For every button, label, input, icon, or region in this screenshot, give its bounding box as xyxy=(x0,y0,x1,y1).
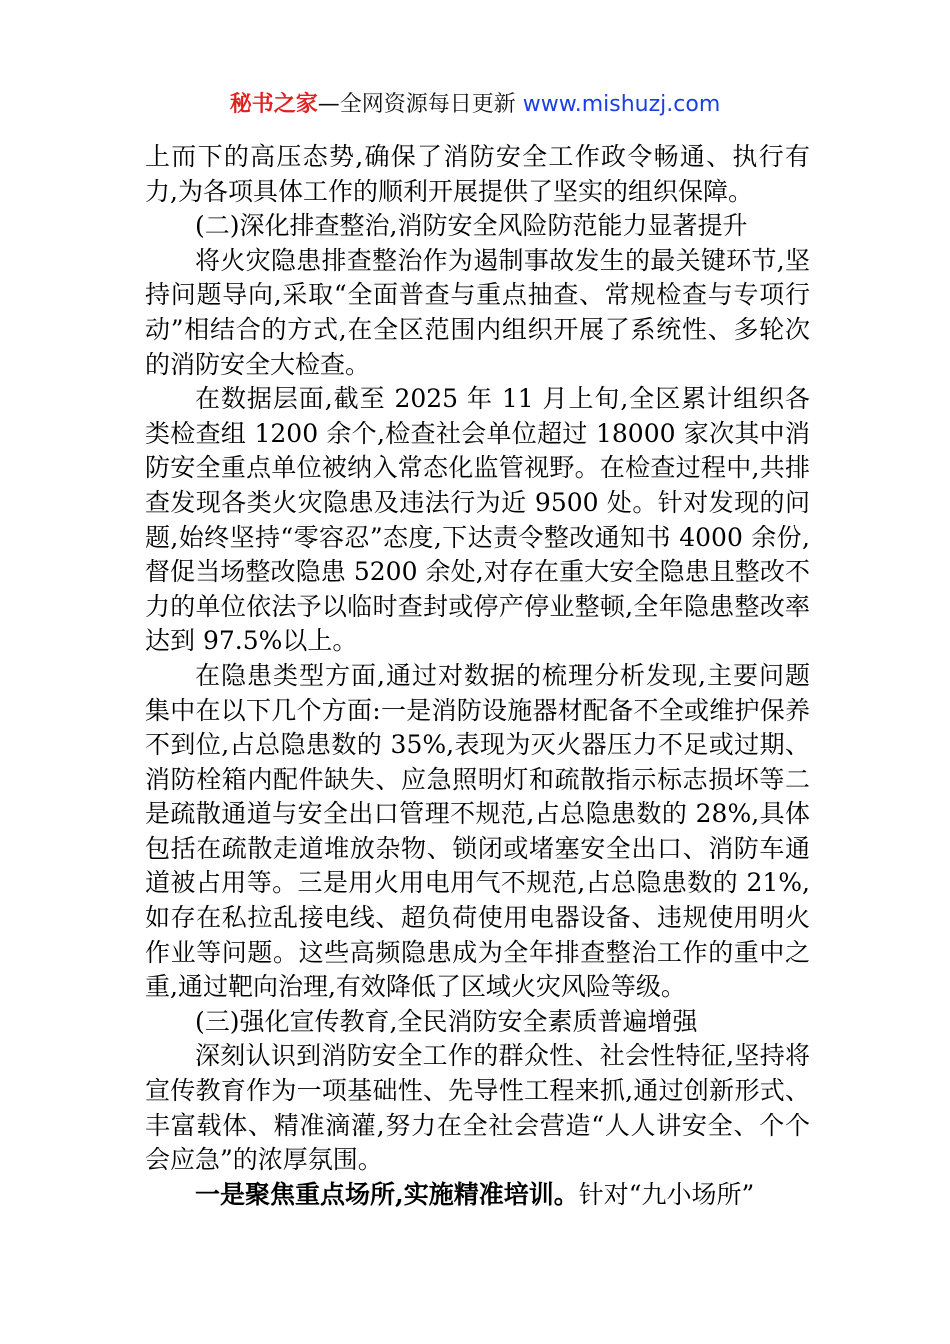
paragraph: 将火灾隐患排查整治作为遏制事故发生的最关键环节,坚持问题导向,采取“全面普查与重点抽查、常规检查与专项行动”相结合的方式,在全区范围内组织开展了系统性、多轮次的消防安全大检查。 xyxy=(145,245,810,379)
section-heading-2: (二)深化排查整治,消防安全风险防范能力显著提升 xyxy=(195,211,748,241)
document-body xyxy=(145,140,810,1212)
brand-name: 秘书之家 xyxy=(229,92,318,117)
paragraph-point-1 xyxy=(145,1178,810,1213)
website-link[interactable]: www.mishuzj.com xyxy=(522,92,721,117)
bold-lead: 一是聚焦重点场所,实施精准培训。 xyxy=(195,1179,579,1209)
paragraph-data: 在数据层面,截至 2025 年 11 月上旬,全区累计组织各类检查组 1200 余个,检查社会单位超过 18000 家次其中消防安全重点单位被纳入常态化监管视野。在检查过程中,共排查发现各类火灾隐患及违法行为近 9500 处。针对发现的问题,始终坚持“零容忍”态度,下达责令整改通知书 4000 余份,督促当场整改隐患 5200 余处,对存在重大安全隐患且整改不力的单位依法予以临时查封或停产停业整顿,全年隐患整改率达到 97.5%以上。 xyxy=(145,384,810,656)
paragraph-text: 针对“九小场所” xyxy=(578,1179,755,1209)
section-heading-3: (三)强化宣传教育,全民消防安全素质普遍增强 xyxy=(195,1006,698,1036)
paragraph: 深刻认识到消防安全工作的群众性、社会性特征,坚持将宣传教育作为一项基础性、先导性工程来抓,通过创新形式、丰富载体、精准滴灌,努力在全社会营造“人人讲安全、个个会应急”的浓厚氛围。 xyxy=(145,1041,810,1175)
paragraph-hazard-types: 在隐患类型方面,通过对数据的梳理分析发现,主要问题集中在以下几个方面:一是消防设施器材配备不全或维护保养不到位,占总隐患数的 35%,表现为灭火器压力不足或过期、消防栓箱内配件缺失、应急照明灯和疏散指示标志损坏等二是疏散通道与安全出口管理不规范,占总隐患数的 28%,具体包括在疏散走道堆放杂物、锁闭或堵塞安全出口、消防车通道被占用等。三是用火用电用气不规范,占总隐患数的 21%,如存在私拉乱接电线、超负荷使用电器设备、违规使用明火作业等问题。这些高频隐患成为全年排查整治工作的重中之重,通过靶向治理,有效降低了区域火灾风险等级。 xyxy=(145,660,810,1002)
paragraph-continuation: 上而下的高压态势,确保了消防安全工作政令畅通、执行有力,为各项具体工作的顺利开展提供了坚实的组织保障。 xyxy=(145,142,810,206)
header-tagline: —全网资源每日更新 xyxy=(317,92,523,117)
page-header xyxy=(0,88,950,122)
